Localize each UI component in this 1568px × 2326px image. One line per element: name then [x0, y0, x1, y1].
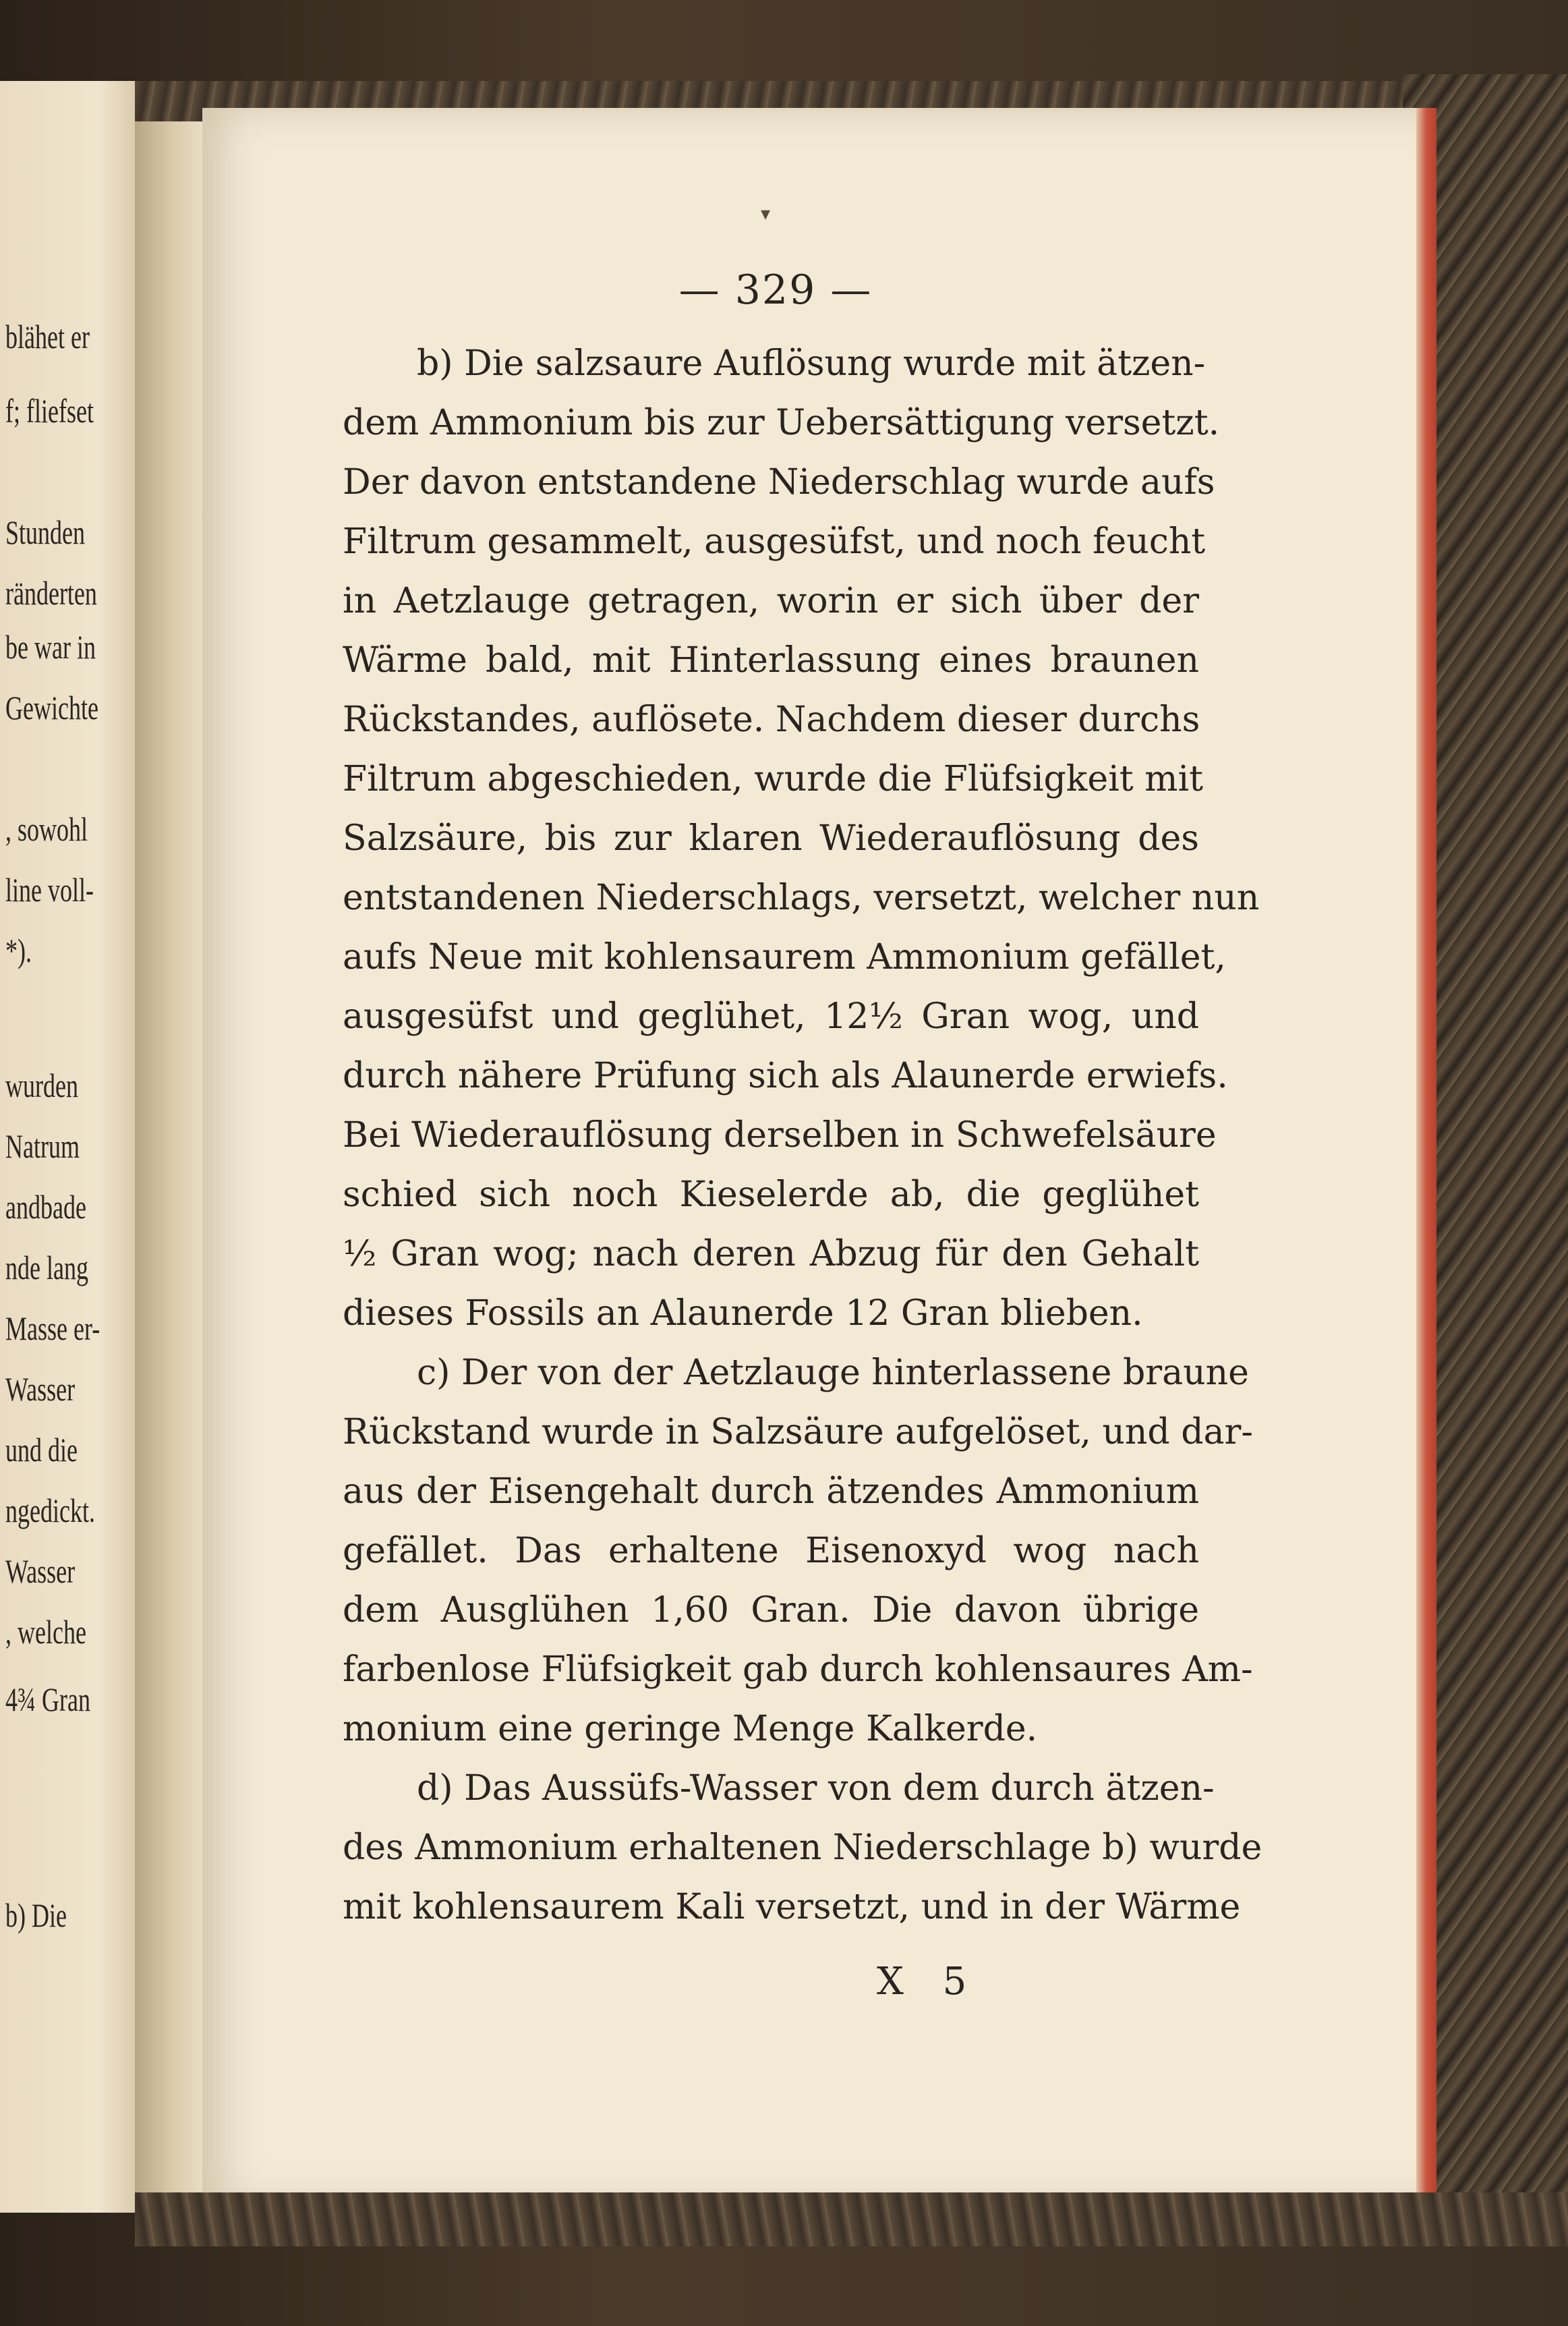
text-line: c) Der von der Aetzlauge hinterlassene braune	[417, 1353, 1249, 1393]
text-line: Salzsäure, bis zur klaren Wiederauflösung des	[343, 818, 1199, 859]
text-line: Der davon entstandene Niederschlag wurde aufs	[343, 462, 1215, 503]
text-line: gefället. Das erhaltene Eisenoxyd wog nach	[343, 1531, 1199, 1571]
text-line: mit kohlensaurem Kali versetzt, und in der Wärme	[343, 1887, 1241, 1927]
text-line: dem Ausglühen 1,60 Gran. Die davon übrige	[343, 1590, 1199, 1630]
text-line: entstandenen Niederschlags, versetzt, welcher nun	[343, 878, 1260, 918]
previous-page-fragment: Wasser	[5, 1552, 76, 1590]
previous-page-fragment: be war in	[5, 628, 96, 666]
text-line: Filtrum gesammelt, ausgesüfst, und noch feucht	[343, 521, 1206, 562]
previous-page-fragment: , welche	[5, 1613, 86, 1651]
text-line: dem Ammonium bis zur Uebersättigung versetzt.	[343, 403, 1220, 443]
signature-mark: X 5	[877, 1960, 981, 2004]
previous-page-fragment: , sowohl	[5, 810, 88, 848]
previous-page-fragment: f; fliefset	[5, 392, 94, 430]
text-line: b) Die salzsaure Auflösung wurde mit ätzen-	[417, 343, 1206, 384]
previous-page-fragment: und die	[5, 1431, 78, 1469]
previous-page-fragment: ngedickt.	[5, 1492, 95, 1529]
previous-page-fragment: wurden	[5, 1067, 78, 1104]
previous-page-fragment: Gewichte	[5, 689, 98, 727]
text-line: aufs Neue mit kohlensaurem Ammonium gefället,	[343, 937, 1226, 977]
previous-page-fragment: Wasser	[5, 1370, 76, 1408]
red-page-edge	[1416, 108, 1436, 2206]
ink-dot: ▾	[761, 202, 771, 225]
cover-bottom-edge	[135, 2192, 1568, 2246]
previous-page-fragment: *).	[5, 932, 32, 969]
previous-page-fragment: line voll-	[5, 871, 94, 909]
text-line: Filtrum abgeschieden, wurde die Flüfsigkeit mit	[343, 759, 1203, 799]
text-line: d) Das Aussüfs-Wasser von dem durch ätzen-	[417, 1768, 1215, 1809]
text-line: Rückstandes, auflösete. Nachdem dieser durchs	[343, 700, 1200, 740]
previous-page-fragment: blähet er	[5, 318, 90, 356]
text-line: Rückstand wurde in Salzsäure aufgelöset, und dar-	[343, 1412, 1253, 1452]
text-line: farbenlose Flüfsigkeit gab durch kohlensaures Am-	[343, 1649, 1253, 1690]
previous-page-sliver	[0, 81, 142, 2213]
text-line: des Ammonium erhaltenen Niederschlage b) wurde	[343, 1827, 1262, 1868]
page-body-text	[343, 334, 1262, 1937]
text-line: ½ Gran wog; nach deren Abzug für den Gehalt	[343, 1234, 1199, 1274]
previous-page-fragment: Natrum	[5, 1127, 80, 1165]
text-line: monium eine geringe Menge Kalkerde.	[343, 1709, 1038, 1749]
previous-page-fragment: nde lang	[5, 1249, 88, 1286]
page-number-header: — 329 —	[678, 266, 873, 314]
previous-page-fragment: Stunden	[5, 513, 86, 551]
text-line: in Aetzlauge getragen, worin er sich über der	[343, 581, 1199, 621]
text-line: schied sich noch Kieselerde ab, die geglühet	[343, 1174, 1199, 1215]
text-line: aus der Eisengehalt durch ätzendes Ammonium	[343, 1471, 1199, 1512]
text-line: Bei Wiederauflösung derselben in Schwefelsäure	[343, 1115, 1217, 1156]
previous-page-fragment: 4¾ Gran	[5, 1680, 90, 1718]
previous-page-fragment: ränderten	[5, 574, 97, 612]
previous-page-fragment: b) Die	[5, 1896, 67, 1934]
text-line: Wärme bald, mit Hinterlassung eines braunen	[343, 640, 1199, 681]
previous-page-fragment: andbade	[5, 1188, 86, 1226]
text-line: durch nähere Prüfung sich als Alaunerde erwiefs.	[343, 1056, 1228, 1096]
previous-page-fragment: Masse er-	[5, 1309, 100, 1347]
text-line: ausgesüfst und geglühet, 12½ Gran wog, und	[343, 996, 1199, 1037]
text-line: dieses Fossils an Alaunerde 12 Gran blieben.	[343, 1293, 1143, 1334]
